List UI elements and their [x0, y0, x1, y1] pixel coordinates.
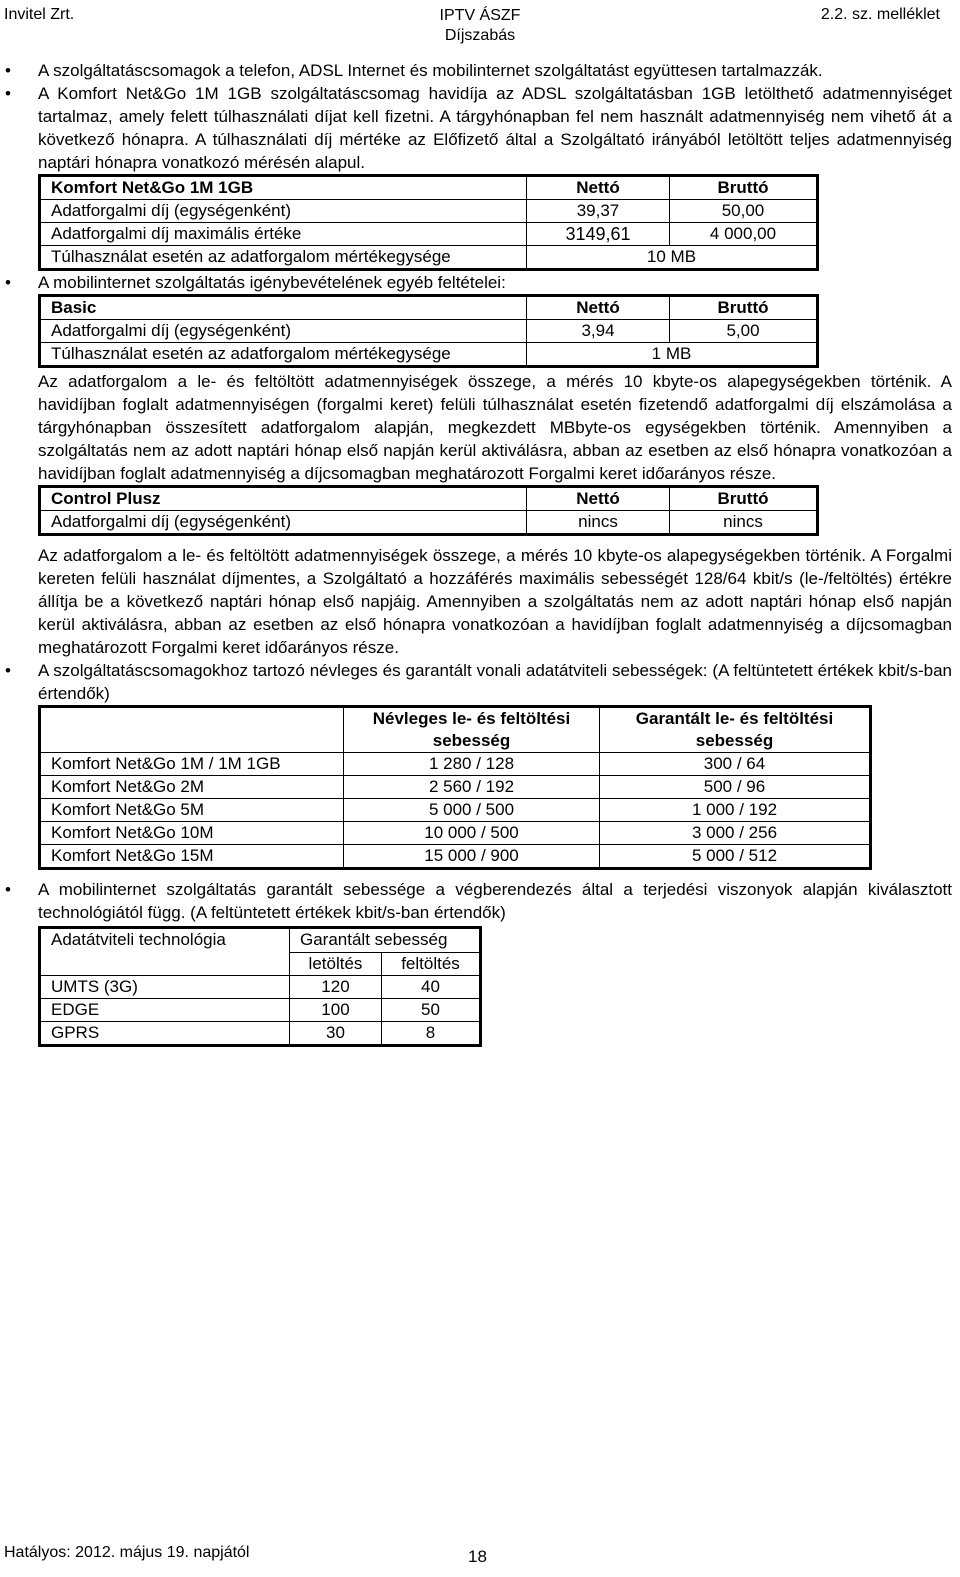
table-cell: Adatforgalmi díj (egységenként) — [40, 320, 527, 343]
footer-effective-date: Hatályos: 2012. május 19. napjától — [4, 1544, 250, 1561]
table-cell: 3 000 / 256 — [600, 822, 871, 845]
table-line-speeds — [38, 705, 872, 870]
table-cell: 1 280 / 128 — [344, 753, 600, 776]
table-cell: 39,37 — [527, 200, 670, 223]
table-cell: 1 MB — [527, 343, 818, 367]
table-cell: 500 / 96 — [600, 776, 871, 799]
table-header-cell: Garantált le- és feltöltési sebesség — [600, 707, 871, 753]
table-cell: 10 MB — [527, 246, 818, 270]
table-header-cell: Bruttó — [670, 296, 818, 320]
table-basic-fees — [38, 294, 819, 368]
header-title-line1: IPTV ÁSZF — [439, 7, 521, 24]
table-cell: 50 — [381, 999, 480, 1022]
table-header-cell: Adatátviteli technológia — [40, 928, 290, 976]
table-header-cell: Nettó — [527, 296, 670, 320]
table-header-cell: Garantált sebesség — [290, 928, 481, 953]
table-header-cell: Bruttó — [670, 176, 818, 200]
header-title — [0, 6, 960, 46]
table-cell: Komfort Net&Go 15M — [40, 845, 344, 869]
table-cell: Adatforgalmi díj (egységenként) — [40, 511, 527, 535]
table-cell: 4 000,00 — [670, 223, 818, 246]
document-body — [38, 59, 952, 1047]
table-cell: 5,00 — [670, 320, 818, 343]
table-header-cell: Komfort Net&Go 1M 1GB — [40, 176, 527, 200]
table-cell: 300 / 64 — [600, 753, 871, 776]
table-cell: 2 560 / 192 — [344, 776, 600, 799]
paragraph-basic-traffic: Az adatforgalom a le- és feltöltött adatmennyiségek összege, a mérés 10 kbyte-os alapegységekben történik. A havidíjban foglalt adatmennyiségen (forgalmi keret) felüli túlhasználat esetén fizetendő adatforgalmi díj elszámolása a tárgyhónapban összesített adatforgalom alapján, megkezdett MBbyte-os egységekben történik. Amennyiben a szolgáltatás nem az adott naptári hónap első napján kerül aktiválásra, abban az esetben az első hónapra vonatkozóan a havidíjban foglalt adatmennyiség a díjcsomagban meghatározott Forgalmi keret időarányos része. — [38, 372, 952, 483]
table-header-cell: Control Plusz — [40, 487, 527, 511]
table-subheader-cell: feltöltés — [381, 952, 480, 976]
table-header-cell: Bruttó — [670, 487, 818, 511]
table-cell: Komfort Net&Go 2M — [40, 776, 344, 799]
table-cell: Túlhasználat esetén az adatforgalom mértékegysége — [40, 246, 527, 270]
header-title-line2: Díjszabás — [444, 27, 516, 44]
table-header-cell — [40, 707, 344, 753]
table-mobile-technology — [38, 926, 482, 1047]
table-header-cell: Névleges le- és feltöltési sebesség — [344, 707, 600, 753]
table-cell: Komfort Net&Go 10M — [40, 822, 344, 845]
table-cell: Komfort Net&Go 5M — [40, 799, 344, 822]
table-cell: Komfort Net&Go 1M / 1M 1GB — [40, 753, 344, 776]
header-annex: 2.2. sz. melléklet — [820, 6, 940, 23]
table-cell: 100 — [290, 999, 382, 1022]
table-subheader-cell: letöltés — [290, 952, 382, 976]
table-cell: GPRS — [40, 1022, 290, 1046]
table-komfort-fees — [38, 174, 819, 271]
table-cell: 30 — [290, 1022, 382, 1046]
table-cell: 40 — [381, 976, 480, 999]
table-cell: 1 000 / 192 — [600, 799, 871, 822]
table-cell: Adatforgalmi díj maximális értéke — [40, 223, 527, 246]
table-control-plusz — [38, 485, 819, 536]
table-cell: nincs — [527, 511, 670, 535]
table-cell: 3149,61 — [527, 223, 670, 246]
table-cell: 10 000 / 500 — [344, 822, 600, 845]
table-header-cell: Nettó — [527, 176, 670, 200]
table-cell: Túlhasználat esetén az adatforgalom mértékegysége — [40, 343, 527, 367]
bullet-package-contents: • A szolgáltatáscsomagok a telefon, ADSL Internet és mobilinternet szolgáltatást együttesen tartalmazzák. — [38, 59, 952, 82]
table-cell: 50,00 — [670, 200, 818, 223]
bullet-mobile-speed: • A mobilinternet szolgáltatás garantált sebessége a végberendezés által a terjedési viszonyok alapján kiválasztott technológiától függ. (A feltüntetett értékek kbit/s-ban értendők) — [38, 878, 952, 924]
bullet-komfort-overuse: • A Komfort Net&Go 1M 1GB szolgáltatáscsomag havidíja az ADSL szolgáltatásban 1GB letölthető adatmennyiséget tartalmaz, amely felett túlhasználati díjat kell fizetni. A tárgyhónapban fel nem használt adatmennyiség nem vihető át a következő hónapra. A túlhasználati díj mértéke az Előfizető által a Szolgáltató irányából letöltött teljes adatmennyiség naptári hónapra vonatkozó mérésén alapul. — [38, 82, 952, 174]
paragraph-control-traffic: Az adatforgalom a le- és feltöltött adatmennyiségek összege, a mérés 10 kbyte-os alapegységekben történik. A Forgalmi kereten felüli használat díjmentes, a Szolgáltató a hozzáférés maximális sebességét 128/64 kbit/s (le-/feltöltés) értékre állítja be a következő naptári hónap első napjáig. Amennyiben a szolgáltatás nem az adott naptári hónap első napján kerül aktiválásra, abban az esetben az első hónapra vonatkozóan a havidíjban foglalt adatmennyiség a díjcsomagban meghatározott Forgalmi keret időarányos része. — [38, 546, 952, 657]
table-cell: 120 — [290, 976, 382, 999]
bullet-line-speeds: • A szolgáltatáscsomagokhoz tartozó névleges és garantált vonali adatátviteli sebességek: (A feltüntetett értékek kbit/s-ban értendők) — [38, 659, 952, 705]
table-cell: EDGE — [40, 999, 290, 1022]
bullet-mobile-conditions: • A mobilinternet szolgáltatás igénybevételének egyéb feltételei: — [38, 271, 952, 294]
header-company: Invitel Zrt. — [4, 6, 75, 23]
table-cell: 5 000 / 500 — [344, 799, 600, 822]
table-cell: 5 000 / 512 — [600, 845, 871, 869]
table-cell: 8 — [381, 1022, 480, 1046]
table-cell: Adatforgalmi díj (egységenként) — [40, 200, 527, 223]
table-header-cell: Basic — [40, 296, 527, 320]
table-cell: 3,94 — [527, 320, 670, 343]
table-header-cell: Nettó — [527, 487, 670, 511]
table-cell: UMTS (3G) — [40, 976, 290, 999]
footer-page-number: 18 — [468, 1547, 487, 1566]
table-cell: nincs — [670, 511, 818, 535]
table-cell: 15 000 / 900 — [344, 845, 600, 869]
